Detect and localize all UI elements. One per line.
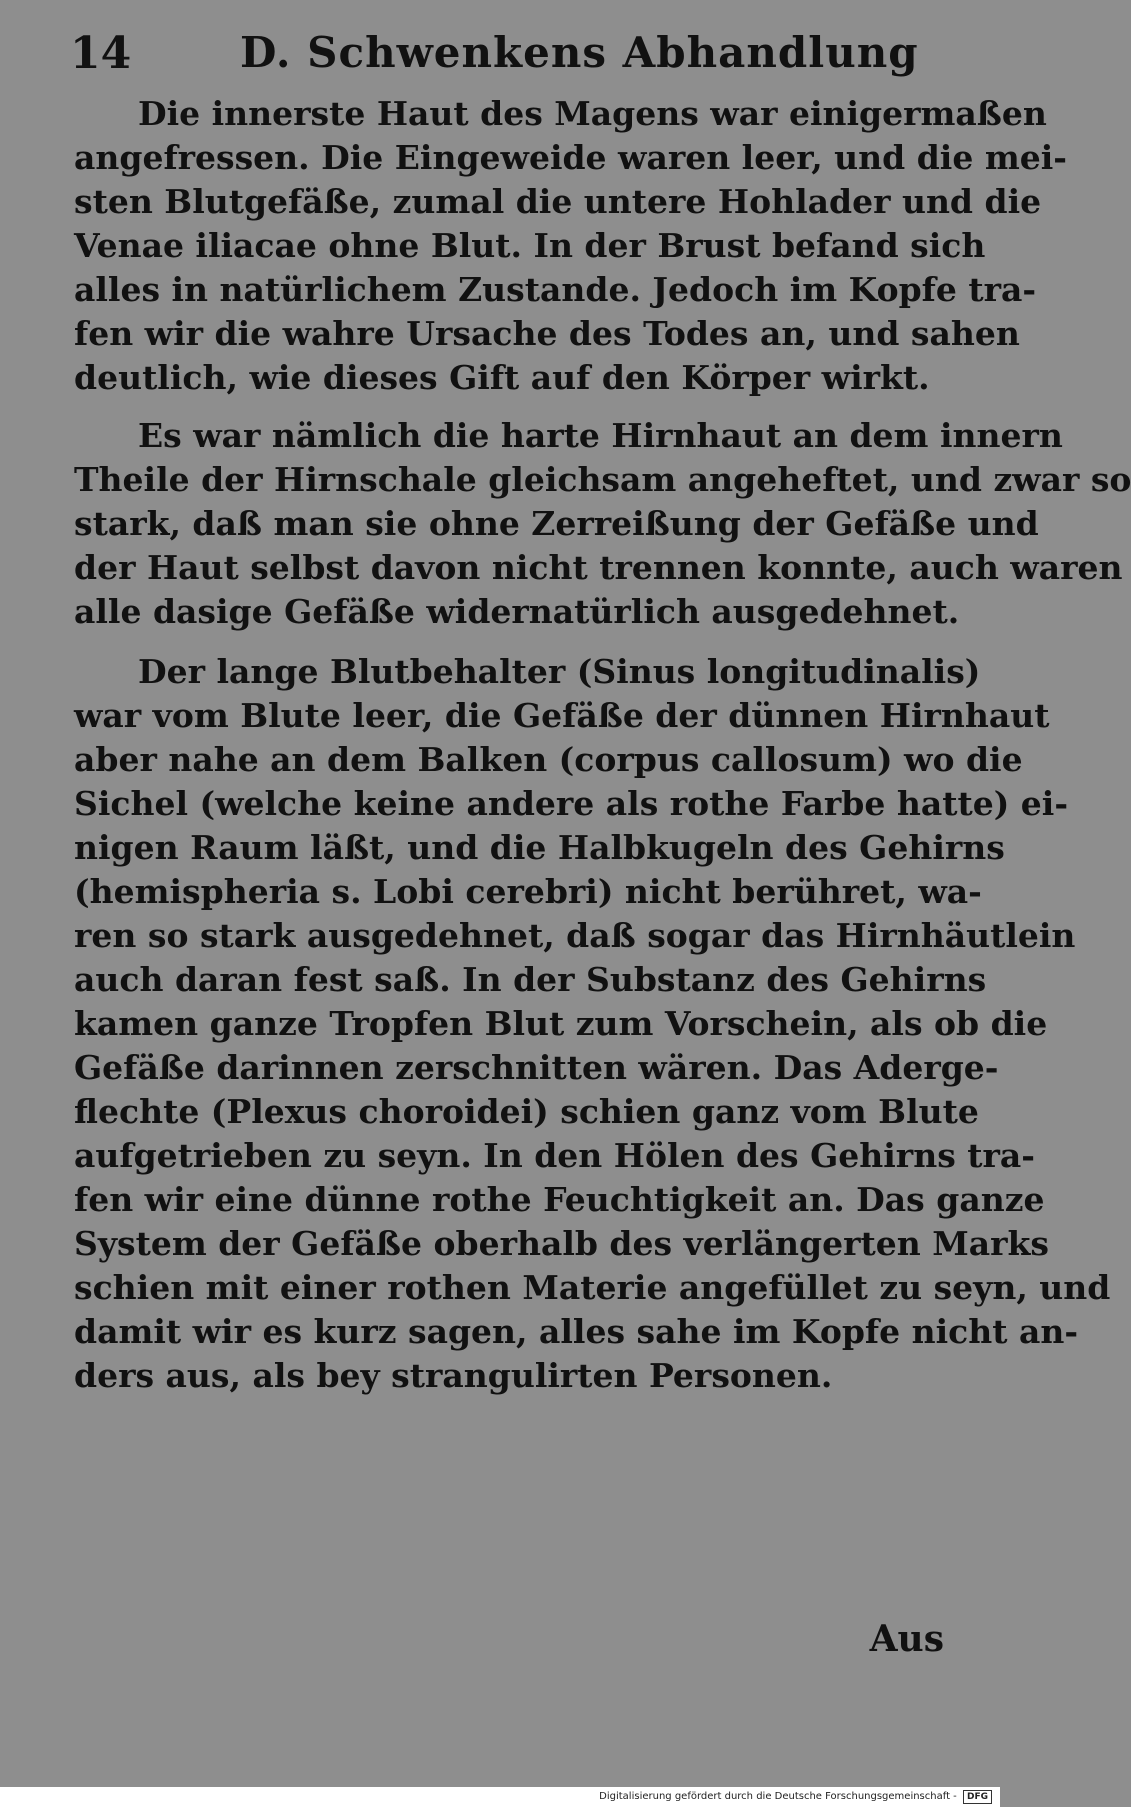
text-line: Venae iliacae ohne Blut. In der Brust befand sich: [74, 226, 986, 265]
text-line: nigen Raum läßt, und die Halbkugeln des Gehirns: [74, 828, 1005, 867]
page-number: 14: [70, 28, 132, 79]
text-line: sten Blutgefäße, zumal die untere Hohlader und die: [74, 182, 1042, 221]
text-line: Der lange Blutbehalter (Sinus longitudinalis): [138, 652, 981, 691]
text-line: ren so stark ausgedehnet, daß sogar das Hirnhäutlein: [74, 916, 1076, 955]
footer-text: Digitalisierung gefördert durch die Deutsche Forschungsgemeinschaft -: [599, 1791, 957, 1802]
text-line: alles in natürlichem Zustande. Jedoch im Kopfe tra-: [74, 270, 1037, 309]
text-line: Sichel (welche keine andere als rothe Farbe hatte) ei-: [74, 784, 1069, 823]
text-line: auch daran fest saß. In der Substanz des Gehirns: [74, 960, 987, 999]
text-line: schien mit einer rothen Materie angefüllet zu seyn, und: [74, 1268, 1111, 1307]
text-line: aufgetrieben zu seyn. In den Hölen des Gehirns tra-: [74, 1136, 1035, 1175]
text-line: der Haut selbst davon nicht trennen konnte, auch waren: [74, 548, 1123, 587]
text-line: Es war nämlich die harte Hirnhaut an dem innern: [138, 416, 1063, 455]
text-line: kamen ganze Tropfen Blut zum Vorschein, als ob die: [74, 1004, 1048, 1043]
text-line: (hemispheria s. Lobi cerebri) nicht berühret, wa-: [74, 872, 982, 911]
text-line: fen wir eine dünne rothe Feuchtigkeit an. Das ganze: [74, 1180, 1045, 1219]
text-line: stark, daß man sie ohne Zerreißung der Gefäße und: [74, 504, 1039, 543]
text-line: System der Gefäße oberhalb des verlängerten Marks: [74, 1224, 1049, 1263]
text-line: damit wir es kurz sagen, alles sahe im Kopfe nicht an-: [74, 1312, 1079, 1351]
text-line: flechte (Plexus choroidei) schien ganz vom Blute: [74, 1092, 979, 1131]
digitization-footer: [0, 1787, 1000, 1807]
dfg-logo: DFG: [963, 1790, 992, 1804]
text-line: war vom Blute leer, die Gefäße der dünnen Hirnhaut: [74, 696, 1050, 735]
text-line: alle dasige Gefäße widernatürlich ausgedehnet.: [74, 592, 960, 631]
catchword: Aus: [869, 1618, 944, 1660]
page-header: [70, 24, 950, 84]
text-line: deutlich, wie dieses Gift auf den Körper wirkt.: [74, 358, 930, 397]
text-line: Die innerste Haut des Magens war einigermaßen: [138, 94, 1047, 133]
text-line: Theile der Hirnschale gleichsam angeheftet, und zwar so: [74, 460, 1131, 499]
text-line: angefressen. Die Eingeweide waren leer, und die mei-: [74, 138, 1067, 177]
text-line: aber nahe an dem Balken (corpus callosum) wo die: [74, 740, 1023, 779]
text-line: Gefäße darinnen zerschnitten wären. Das Aderge-: [74, 1048, 999, 1087]
running-title: D. Schwenkens Abhandlung: [240, 28, 919, 77]
text-line: fen wir die wahre Ursache des Todes an, und sahen: [74, 314, 1020, 353]
text-line: ders aus, als bey strangulirten Personen.: [74, 1356, 833, 1395]
